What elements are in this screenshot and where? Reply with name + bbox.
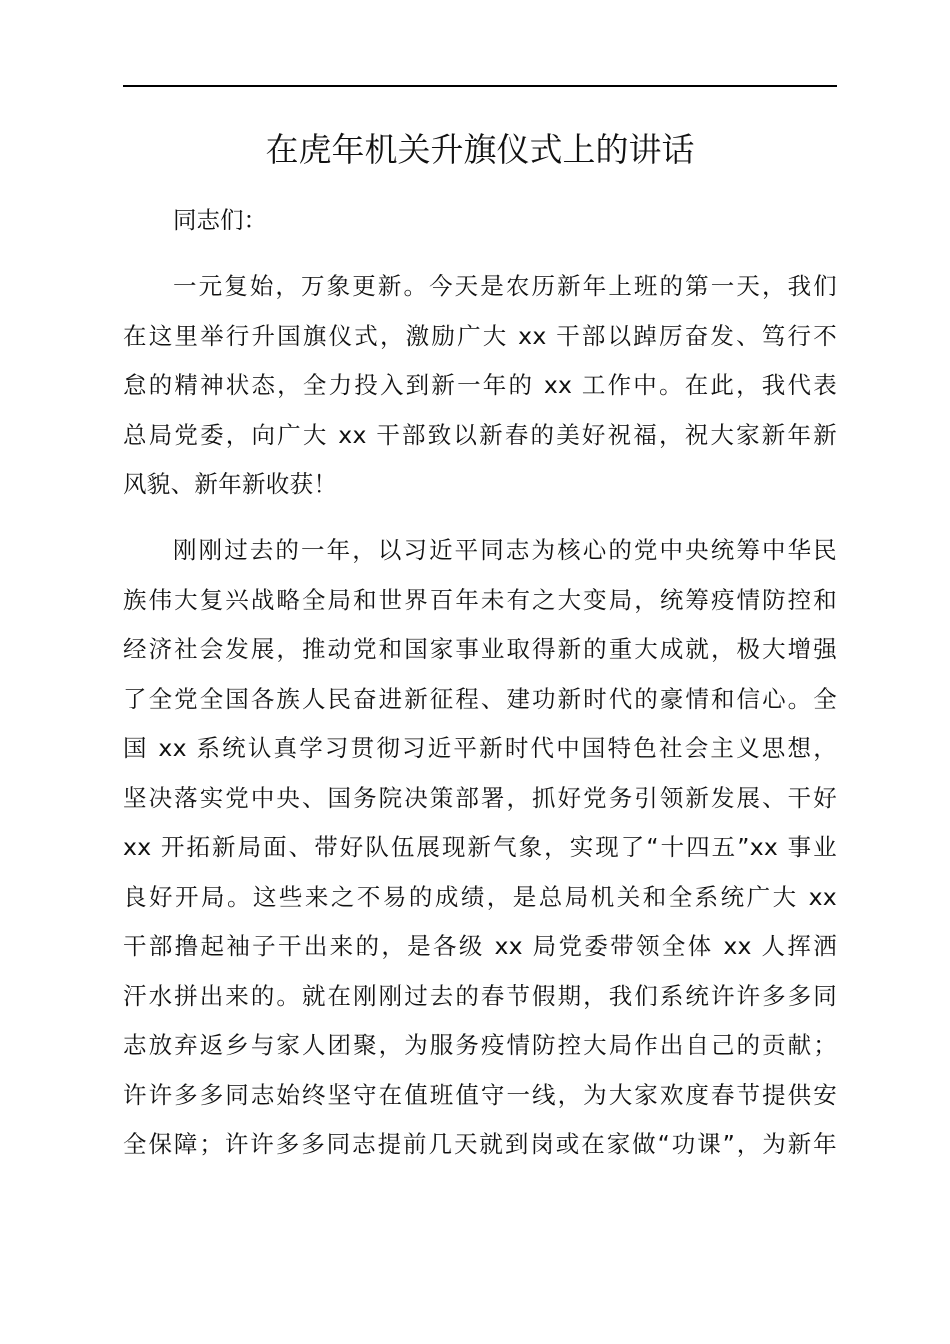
paragraph-line: 风貌、新年新收获！: [123, 470, 338, 498]
paragraph-line: 怠的精神状态，全力投入到新一年的 xx 工作中。在此，我代表: [123, 371, 837, 399]
paragraph-line: 志放弃返乡与家人团聚，为服务疫情防控大局作出自己的贡献；: [123, 1031, 837, 1059]
paragraph-line: 干部撸起袖子干出来的，是各级 xx 局党委带领全体 xx 人挥洒: [123, 932, 837, 960]
paragraph-2: [123, 526, 837, 1170]
paragraph-line: 坚决落实党中央、国务院决策部署，抓好党务引领新发展、干好: [123, 783, 837, 812]
paragraph-line: 全保障；许许多多同志提前几天就到岗或在家做“功课”，为新年: [123, 1130, 837, 1158]
paragraph-line: xx 开拓新局面、带好队伍展现新气象，实现了“十四五”xx 事业: [123, 833, 837, 861]
paragraph-1: [123, 262, 837, 510]
paragraph-line: 了全党全国各族人民奋进新征程、建功新时代的豪情和信心。全: [123, 684, 837, 713]
greeting: 同志们：: [173, 206, 267, 234]
top-rule: [123, 85, 837, 87]
paragraph-line: 国 xx 系统认真学习贯彻习近平新时代中国特色社会主义思想，: [123, 734, 837, 762]
paragraph-line: 良好开局。这些来之不易的成绩，是总局机关和全系统广大 xx: [123, 882, 837, 911]
paragraph-line: 汗水拼出来的。就在刚刚过去的春节假期，我们系统许许多多同: [123, 981, 837, 1010]
paragraph-line: 刚刚过去的一年，以习近平同志为核心的党中央统筹中华民: [173, 536, 837, 564]
paragraph-line: 一元复始，万象更新。今天是农历新年上班的第一天，我们: [173, 272, 837, 300]
paragraph-line: 经济社会发展，推动党和国家事业取得新的重大成就，极大增强: [123, 635, 837, 663]
paragraph-line: 许许多多同志始终坚守在值班值守一线，为大家欢度春节提供安: [123, 1080, 837, 1109]
paragraph-line: 在这里举行升国旗仪式，激励广大 xx 干部以踔厉奋发、笃行不: [123, 321, 837, 350]
paragraph-line: 总局党委，向广大 xx 干部致以新春的美好祝福，祝大家新年新: [123, 420, 837, 449]
page-title: 在虎年机关升旗仪式上的讲话: [265, 130, 695, 169]
paragraph-line: 族伟大复兴战略全局和世界百年未有之大变局，统筹疫情防控和: [123, 585, 837, 614]
